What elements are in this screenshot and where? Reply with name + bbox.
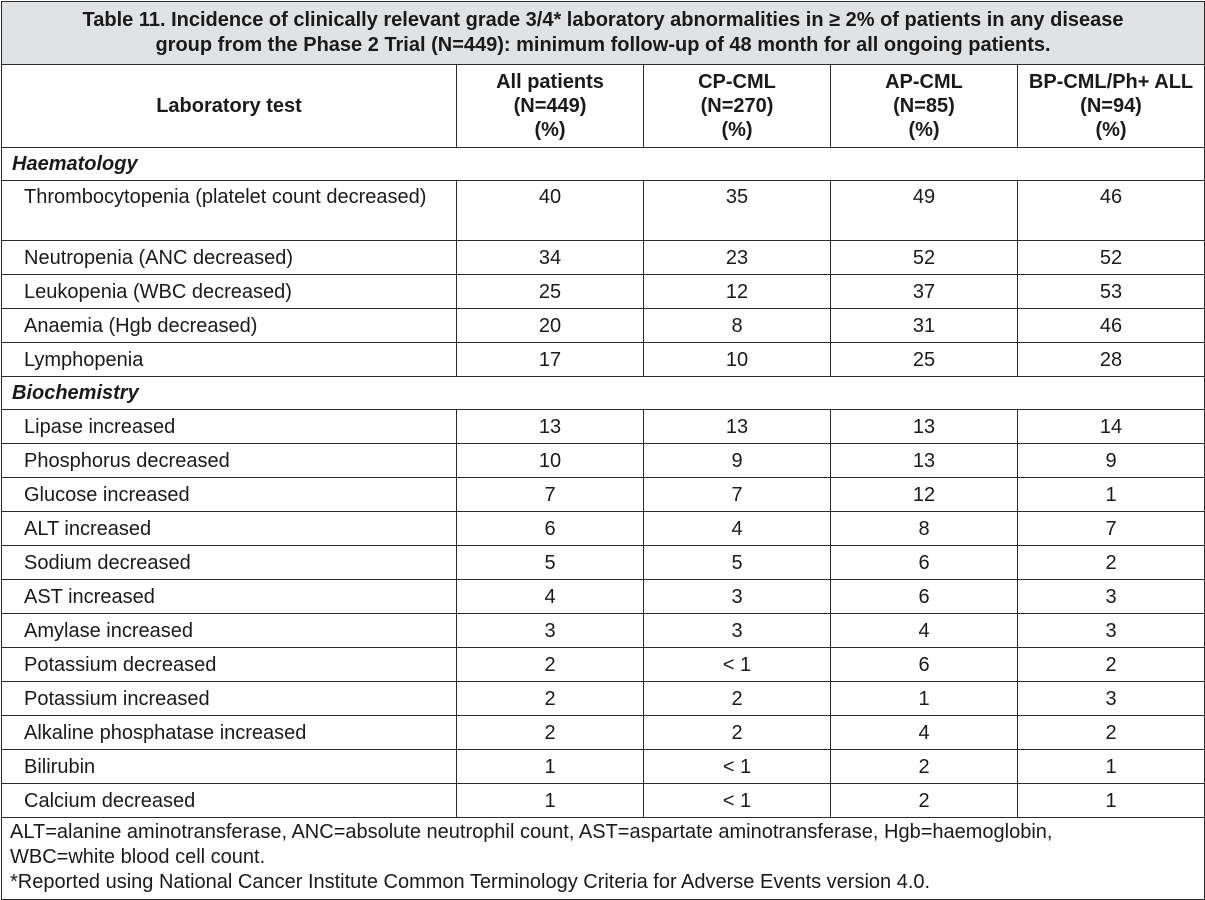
section-row	[2, 377, 1205, 410]
row-value: 2	[457, 716, 644, 750]
row-value: 2	[644, 716, 831, 750]
row-value: 37	[831, 275, 1018, 309]
row-label: Amylase increased	[2, 614, 457, 648]
row-value: 28	[1018, 343, 1205, 377]
row-value: 23	[644, 241, 831, 275]
row-label: Bilirubin	[2, 750, 457, 784]
abbreviations-line-2: WBC=white blood cell count.	[10, 846, 266, 868]
table-row	[2, 546, 1205, 580]
row-value: 53	[1018, 275, 1205, 309]
row-value: 13	[831, 444, 1018, 478]
row-value: 34	[457, 241, 644, 275]
header-cp-cml	[644, 65, 831, 148]
row-value: 2	[831, 750, 1018, 784]
header-col-unit: (%)	[1095, 119, 1127, 141]
row-value: 46	[1018, 181, 1205, 241]
header-col-name: AP-CML	[885, 71, 963, 93]
row-value: 7	[1018, 512, 1205, 546]
row-label: Glucose increased	[2, 478, 457, 512]
header-ap-cml	[831, 65, 1018, 148]
row-value: 1	[1018, 478, 1205, 512]
table-row	[2, 181, 1205, 241]
header-all-patients	[457, 65, 644, 148]
table-row	[2, 343, 1205, 377]
row-value: 5	[457, 546, 644, 580]
abbreviations-line-1: ALT=alanine aminotransferase, ANC=absolute neutrophil count, AST=aspartate aminotransferase, Hgb=haemoglobin,	[10, 821, 1053, 843]
row-label: ALT increased	[2, 512, 457, 546]
row-value: 3	[1018, 614, 1205, 648]
row-value: < 1	[644, 784, 831, 818]
abbreviations-footnote	[10, 820, 1196, 870]
row-value: 10	[644, 343, 831, 377]
row-value: 17	[457, 343, 644, 377]
row-value: 2	[831, 784, 1018, 818]
header-lab-test: Laboratory test	[2, 65, 457, 148]
row-value: 10	[457, 444, 644, 478]
row-value: 52	[831, 241, 1018, 275]
caption-line-2: group from the Phase 2 Trial (N=449): minimum follow-up of 48 month for all ongoing patients.	[155, 34, 1051, 56]
table-row	[2, 478, 1205, 512]
row-value: 8	[831, 512, 1018, 546]
row-label: Potassium decreased	[2, 648, 457, 682]
row-value: 7	[644, 478, 831, 512]
table-row	[2, 682, 1205, 716]
table-caption	[2, 2, 1205, 65]
row-value: 2	[1018, 716, 1205, 750]
row-value: 4	[457, 580, 644, 614]
row-label: Lipase increased	[2, 410, 457, 444]
row-value: 25	[457, 275, 644, 309]
table-row	[2, 275, 1205, 309]
row-value: 25	[831, 343, 1018, 377]
header-col-n: (N=85)	[893, 95, 955, 117]
row-value: 1	[457, 784, 644, 818]
asterisk-footnote: *Reported using National Cancer Institute Common Terminology Criteria for Adverse Events version 4.0.	[10, 871, 931, 893]
row-label: Sodium decreased	[2, 546, 457, 580]
table-row	[2, 241, 1205, 275]
row-value: 52	[1018, 241, 1205, 275]
row-value: 4	[831, 716, 1018, 750]
lab-abnormalities-table	[1, 1, 1205, 900]
header-bp-cml-ph-all	[1018, 65, 1205, 148]
section-row	[2, 148, 1205, 181]
row-label: Lymphopenia	[2, 343, 457, 377]
row-value: 35	[644, 181, 831, 241]
table-row	[2, 614, 1205, 648]
row-value: 2	[457, 648, 644, 682]
row-value: 2	[457, 682, 644, 716]
row-value: < 1	[644, 750, 831, 784]
section-title: Biochemistry	[2, 377, 1205, 410]
row-value: 5	[644, 546, 831, 580]
table-row	[2, 444, 1205, 478]
row-value: 49	[831, 181, 1018, 241]
row-value: 6	[457, 512, 644, 546]
row-value: 1	[457, 750, 644, 784]
row-value: 3	[644, 580, 831, 614]
row-value: 20	[457, 309, 644, 343]
header-col-n: (N=270)	[700, 95, 774, 117]
row-label: Calcium decreased	[2, 784, 457, 818]
row-label: Leukopenia (WBC decreased)	[2, 275, 457, 309]
row-value: 6	[831, 648, 1018, 682]
header-col-unit: (%)	[721, 119, 753, 141]
row-value: 12	[831, 478, 1018, 512]
header-col-unit: (%)	[534, 119, 566, 141]
header-col-n: (N=94)	[1080, 95, 1142, 117]
row-value: 2	[644, 682, 831, 716]
row-value: < 1	[644, 648, 831, 682]
header-col-name: CP-CML	[698, 71, 776, 93]
row-value: 8	[644, 309, 831, 343]
table-row	[2, 410, 1205, 444]
header-col-n: (N=449)	[513, 95, 587, 117]
row-value: 13	[644, 410, 831, 444]
row-value: 13	[457, 410, 644, 444]
table-row	[2, 784, 1205, 818]
row-label: Neutropenia (ANC decreased)	[2, 241, 457, 275]
table-row	[2, 750, 1205, 784]
row-value: 2	[1018, 648, 1205, 682]
row-value: 14	[1018, 410, 1205, 444]
row-value: 4	[644, 512, 831, 546]
section-title: Haematology	[2, 148, 1205, 181]
header-col-name: BP-CML/Ph+ ALL	[1028, 71, 1194, 93]
row-value: 6	[831, 580, 1018, 614]
row-label: AST increased	[2, 580, 457, 614]
row-value: 31	[831, 309, 1018, 343]
row-value: 3	[1018, 580, 1205, 614]
row-label: Thrombocytopenia (platelet count decreased)	[2, 181, 457, 241]
row-value: 46	[1018, 309, 1205, 343]
row-value: 9	[644, 444, 831, 478]
row-value: 6	[831, 546, 1018, 580]
row-value: 7	[457, 478, 644, 512]
row-value: 3	[1018, 682, 1205, 716]
row-value: 3	[644, 614, 831, 648]
table-row	[2, 309, 1205, 343]
row-value: 1	[831, 682, 1018, 716]
table-row	[2, 716, 1205, 750]
table-footnotes	[2, 818, 1205, 900]
row-value: 12	[644, 275, 831, 309]
table-row	[2, 512, 1205, 546]
caption-line-1: Table 11. Incidence of clinically relevant grade 3/4* laboratory abnormalities in ≥ 2% of patients in any disease	[82, 9, 1124, 31]
row-value: 1	[1018, 784, 1205, 818]
table-row	[2, 580, 1205, 614]
row-value: 9	[1018, 444, 1205, 478]
row-value: 3	[457, 614, 644, 648]
row-label: Potassium increased	[2, 682, 457, 716]
caption-row	[2, 2, 1205, 65]
row-value: 2	[1018, 546, 1205, 580]
row-value: 4	[831, 614, 1018, 648]
row-label: Alkaline phosphatase increased	[2, 716, 457, 750]
header-col-unit: (%)	[908, 119, 940, 141]
table-row	[2, 648, 1205, 682]
header-col-name: All patients	[496, 71, 604, 93]
row-value: 1	[1018, 750, 1205, 784]
row-value: 13	[831, 410, 1018, 444]
row-label: Phosphorus decreased	[2, 444, 457, 478]
row-label: Anaemia (Hgb decreased)	[2, 309, 457, 343]
footnote-row	[2, 818, 1205, 900]
row-value: 40	[457, 181, 644, 241]
header-row	[2, 65, 1205, 148]
